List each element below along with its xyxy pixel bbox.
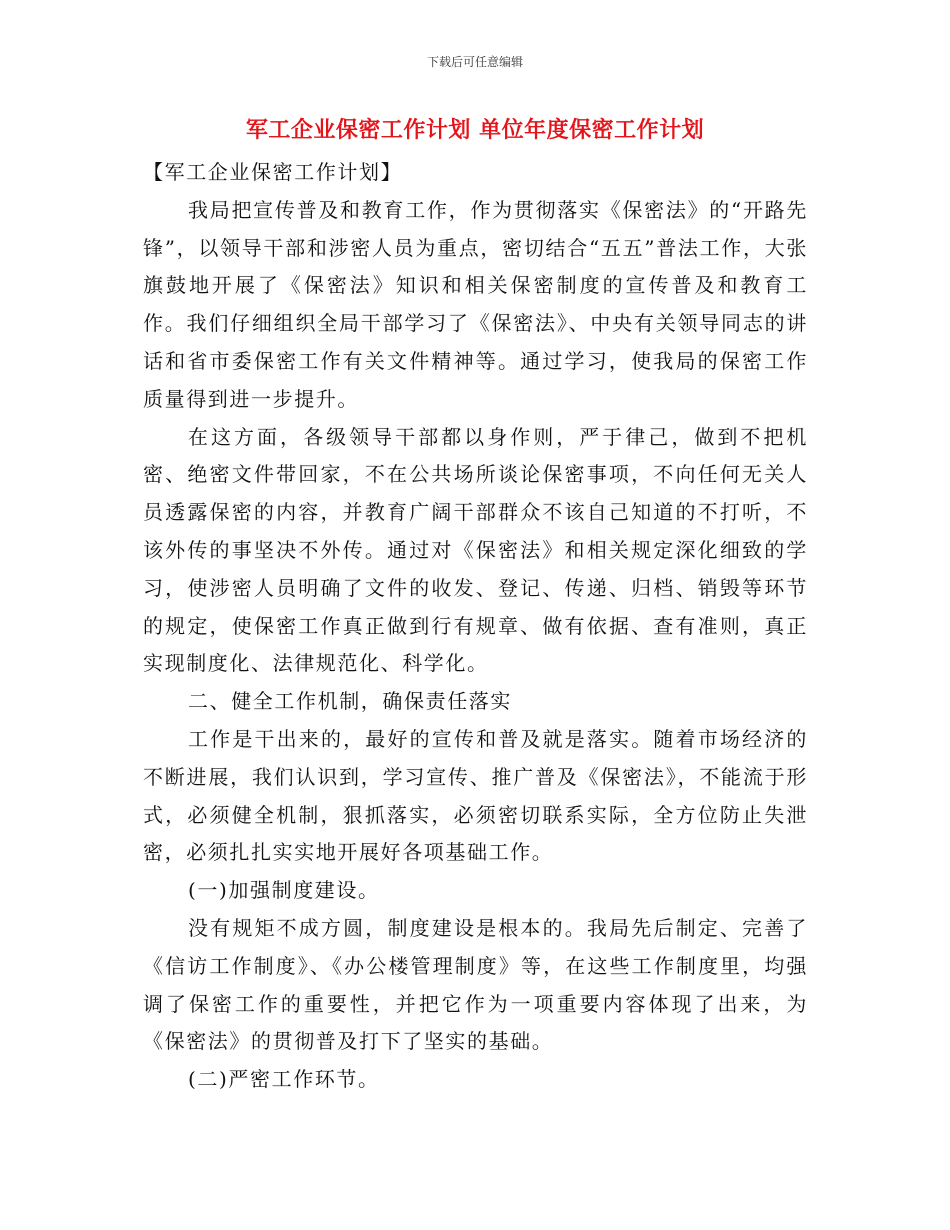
paragraph: 在这方面，各级领导干部都以身作则，严于律己，做到不把机密、绝密文件带回家，不在公共场所谈论保密事项，不向任何无关人员透露保密的内容，并教育广阔干部群众不该自己知道的不打听，不该外传的事坚决不外传。通过对《保密法》和相关规定深化细致的学习，使涉密人员明确了文件的收发、登记、传递、归档、销毁等环节的规定，使保密工作真正做到行有规章、做有依据、查有准则，真正实现制度化、法律规范化、科学化。 — [143, 424, 808, 676]
section-heading: 二、健全工作机制，确保责任落实 — [188, 689, 512, 714]
document-title: 军工企业保密工作计划 单位年度保密工作计划 — [245, 118, 705, 143]
section-label: 【军工企业保密工作计划】 — [143, 160, 403, 184]
header-note: 下载后可任意编辑 — [426, 55, 523, 69]
document-body — [143, 154, 808, 1099]
paragraph: 没有规矩不成方圆，制度建设是根本的。我局先后制定、完善了《信访工作制度》、《办公楼管理制度》等，在这些工作制度里，均强调了保密工作的重要性，并把它作为一项重要内容体现了出来，为《保密法》的贯彻普及打下了坚实的基础。 — [143, 915, 808, 1054]
subsection-heading: (二)严密工作环节。 — [188, 1067, 380, 1092]
paragraph: 工作是干出来的，最好的宣传和普及就是落实。随着市场经济的不断进展，我们认识到，学习宣传、推广普及《保密法》，不能流于形式，必须健全机制，狠抓落实，必须密切联系实际，全方位防止失泄密，必须扎扎实实地开展好各项基础工作。 — [143, 726, 808, 865]
subsection-heading: (一)加强制度建设。 — [188, 878, 380, 903]
paragraph: 我局把宣传普及和教育工作，作为贯彻落实《保密法》的“开路先锋”，以领导干部和涉密人员为重点，密切结合“五五”普法工作，大张旗鼓地开展了《保密法》知识和相关保密制度的宣传普及和教育工作。我们仔细组织全局干部学习了《保密法》、中央有关领导同志的讲话和省市委保密工作有关文件精神等。通过学习，使我局的保密工作质量得到进一步提升。 — [143, 197, 808, 411]
